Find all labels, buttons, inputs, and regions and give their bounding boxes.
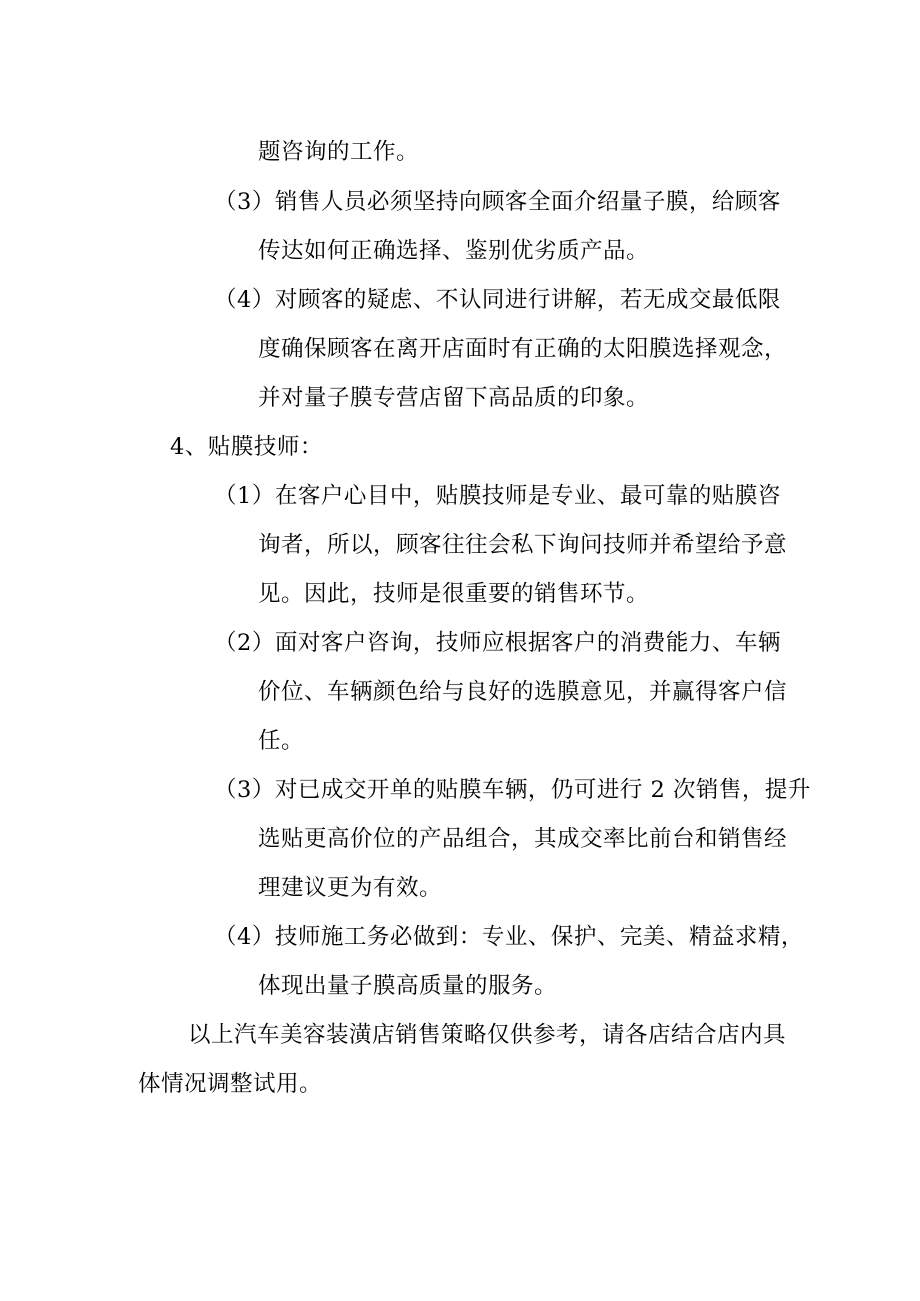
text-line: 传达如何正确选择、鉴别优劣质产品。 (258, 238, 650, 264)
text-line: 见。因此，技师是很重要的销售环节。 (258, 581, 650, 607)
text-line: 选贴更高价位的产品组合，其成交率比前台和销售经 (258, 826, 788, 852)
list-item: （4）技师施工务必做到：专业、保护、完美、精益求精， (214, 924, 804, 950)
text-line: 度确保顾客在离开店面时有正确的太阳膜选择观念， (258, 336, 788, 362)
text-line: 并对量子膜专营店留下高品质的印象。 (258, 385, 650, 411)
closing-paragraph-continuation: 体情况调整试用。 (138, 1071, 323, 1097)
text-line: 题咨询的工作。 (258, 139, 420, 165)
text-line: 理建议更为有效。 (258, 875, 443, 901)
text-line: 体现出量子膜高质量的服务。 (258, 973, 558, 999)
list-item: （4）对顾客的疑虑、不认同进行讲解，若无成交最低限 (214, 287, 781, 313)
list-item: （1）在客户心目中，贴膜技师是专业、最可靠的贴膜咨 (214, 483, 781, 509)
list-item: （2）面对客户咨询，技师应根据客户的消费能力、车辆 (214, 630, 781, 656)
list-item: （3）对已成交开单的贴膜车辆，仍可进行 2 次销售，提升 (214, 777, 811, 803)
list-item: （3）销售人员必须坚持向顾客全面介绍量子膜，给顾客 (214, 189, 781, 215)
section-heading: 4、贴膜技师： (170, 434, 323, 460)
text-line: 价位、车辆颜色给与良好的选膜意见，并赢得客户信 (258, 679, 788, 705)
closing-paragraph: 以上汽车美容装潢店销售策略仅供参考，请各店结合店内具 (188, 1022, 787, 1048)
text-line: 询者，所以，顾客往往会私下询问技师并希望给予意 (258, 532, 788, 558)
text-line: 任。 (258, 728, 305, 754)
